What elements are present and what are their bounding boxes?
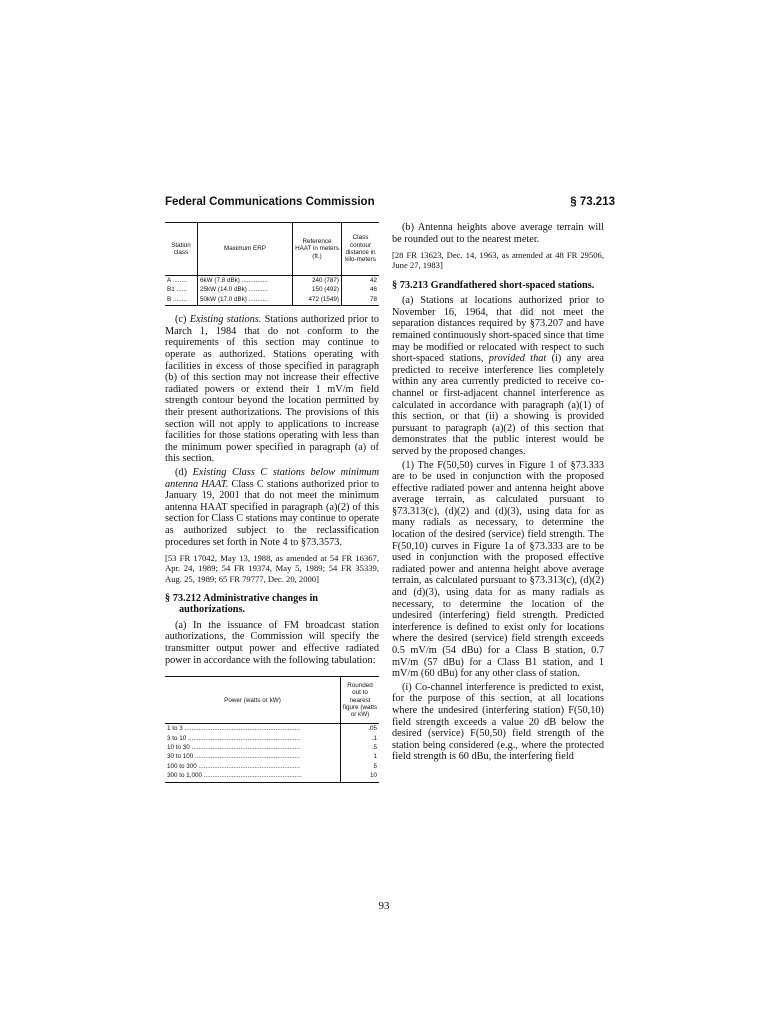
cell-rounded: .1	[341, 734, 380, 743]
citation-left: [53 FR 17042, May 13, 1988, as amended at 54 FR 16367, Apr. 24, 1989; 54 FR 19374, May 5, 1989; 54 FR 35339, Aug. 25, 1989; 65 FR 79777, Dec. 20, 2000]	[165, 553, 379, 584]
section-heading-73-213: § 73.213 Grandfathered short-spaced stations.	[392, 279, 595, 291]
cell-erp: 25kW (14.0 dBk) ...........	[198, 285, 293, 294]
col-header-power: Power (watts or kW)	[165, 677, 341, 724]
paragraph-d: (d) Existing Class C stations below minimum antenna HAAT. Class C stations authorized prior to January 19, 2001 that do not meet the minimum antenna HAAT specified in paragraph (a)(2) of this section for Class C stations may continue to operate as authorized subject to the reclassification procedures set forth in Note 4 to §73.3573.	[165, 466, 380, 548]
right-column	[392, 222, 604, 765]
col-header-station-class: Station class	[165, 223, 198, 276]
cell-class: B ........	[165, 295, 198, 306]
table-row	[165, 734, 379, 743]
cell-haat: 472 (1549)	[293, 295, 342, 306]
cell-class: A ........	[167, 277, 187, 284]
cell-power: 10 to 30 ..............................................................	[167, 744, 300, 752]
cell-power: 100 to 300 ..........................................................	[167, 762, 300, 770]
station-class-table	[165, 222, 379, 306]
col-header-haat: Reference HAAT in meters (ft.)	[293, 223, 342, 276]
cell-rounded: .05	[341, 724, 380, 734]
table-row	[165, 762, 379, 771]
paragraph-213-a-1: (1) The F(50,50) curves in Figure 1 of §73.333 are to be used in conjunction with the proposed effective radiated power and antenna height above average terrain, as calculated pursuant to §73.313(c), (d)(2) and (d)(3), using data for as many radials as necessary, to determine the location of the desired (service) field strength. The F(50,10) curves in Figure 1a of §73.333 are to be used in conjunction with the proposed effective radiated power and antenna height above average terrain, as calculated pursuant to §73.313(c), (d)(2) and (d)(3), using data for as many radials as necessary, to determine the location of the undesired (interfering) field strength. Predicted interference is defined to exist only for locations where the desired (service) field strength exceeds 0.5 mV/m (54 dBu) for a Class B station, 0.7 mV/m (57 dBu) for a Class B1 station, and 1 mV/m (60 dBu) for any other class of station.	[392, 459, 604, 680]
section-heading-73-212: § 73.212 Administrative changes in authorizations.	[165, 592, 319, 616]
table-row	[165, 276, 379, 286]
cell-erp: 6kW (7.8 dBk) ...............	[198, 276, 293, 286]
col-header-rounded: Rounded out to nearest figure (watts or kW)	[341, 677, 380, 724]
page-number: 93	[378, 900, 390, 912]
table-row	[165, 771, 379, 782]
cell-power: 300 to 1,000 ........................................................	[165, 771, 341, 782]
paragraph-c-title: Existing stations.	[189, 314, 262, 326]
table-row	[165, 743, 379, 752]
left-column	[165, 222, 379, 783]
cell-distance: 46	[342, 285, 380, 294]
col-header-contour-distance: Class contour distance in kilo-meters	[342, 223, 380, 276]
paragraph-212-a: (a) In the issuance of FM broadcast station authorizations, the Commission will specify the transmitter output power and effective radiated power in accordance with the following tabulation:	[165, 619, 379, 666]
cell-power: 30 to 100 ............................................................	[167, 753, 300, 761]
paragraph-d-title: Existing Class C stations below minimum antenna HAAT.	[165, 466, 380, 490]
cell-distance: 78	[342, 295, 380, 306]
paragraph-213-a: (a) Stations at locations authorized prior to November 16, 1964, that did not meet the separation distances required by §73.207 and have remained continuously short-spaced since that time may be modified or relocated with respect to such short-spaced stations, provided that (i) any area predicted to receive interference lies completely within any area currently predicted to receive co-channel or first-adjacent channel interference as calculated in accordance with paragraph (a)(1) of this section, or that (ii) a showing is provided pursuant to paragraph (a)(2) of this section that demonstrates that the public interest would be served by the proposed changes.	[392, 295, 604, 457]
cell-distance: 42	[342, 276, 380, 286]
cell-rounded: 10	[341, 771, 380, 782]
citation-right: [28 FR 13623, Dec. 14, 1963, as amended at 48 FR 29506, June 27, 1983]	[392, 250, 604, 271]
cell-haat: 240 (787)	[293, 276, 342, 286]
cell-power: 1 to 3 ..................................................................	[167, 725, 300, 733]
section-number: § 73.213	[570, 196, 615, 208]
cell-rounded: 5	[341, 762, 380, 771]
agency-name: Federal Communications Commission	[165, 196, 375, 208]
table-row	[165, 752, 379, 761]
paragraph-c: (c) Existing stations. Stations authorized prior to March 1, 1984 that do not conform to the requirements of this section may continue to operate as authorized. Stations operating with facilities in excess of those specified in paragraph (b) of this section may not increase their effective radiated powers or extend their 1 mV/m field strength contour beyond the location permitted by their present authorizations. The provisions of this section will not apply to applications to increase facilities for those stations operating with less than the minimum power specified in paragraph (a) of this section.	[165, 314, 380, 465]
cell-rounded: 1	[341, 752, 380, 761]
cell-erp: 50kW (17.0 dBk) ...........	[198, 295, 293, 306]
power-rounding-table	[165, 676, 379, 782]
cell-haat: 150 (492)	[293, 285, 342, 294]
paragraph-212-b: (b) Antenna heights above average terrain will be rounded out to the nearest meter.	[392, 222, 604, 245]
paragraph-213-a-1-i: (i) Co-channel interference is predicted to exist, for the purpose of this section, at all locations where the undesired (interfering station) F(50,10) field strength exceeds a value 20 dB below the desired (service) F(50,50) field strength of the station being considered (e.g., where the protected field strength is 60 dBu, the interfering field	[392, 681, 604, 763]
table-row	[165, 285, 379, 294]
table-row	[165, 724, 379, 734]
cell-class: B1 ......	[167, 286, 187, 294]
col-header-max-erp: Maximum ERP	[198, 223, 293, 276]
table-row	[165, 295, 379, 306]
cell-rounded: .5	[341, 743, 380, 752]
cell-power: 3 to 10 ................................................................	[167, 734, 300, 742]
running-header	[165, 196, 615, 214]
